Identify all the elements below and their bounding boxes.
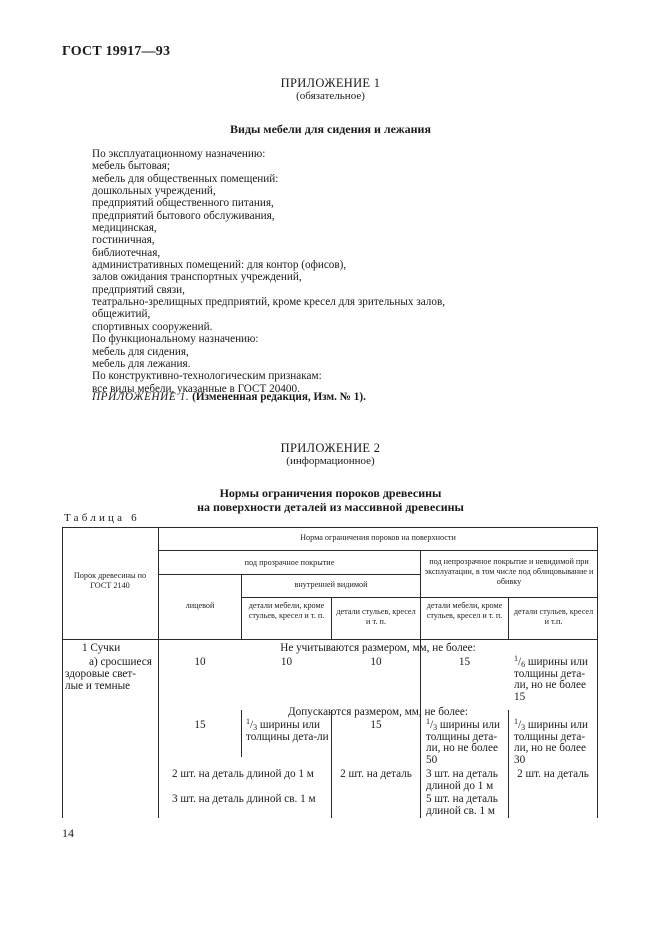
list-item: По функциональному назначению: — [92, 333, 259, 346]
value-face-not-counted: 10 — [194, 656, 206, 668]
value-chair-not-counted: 10 — [370, 656, 382, 668]
header-chair-parts: детали стульев, кресел и т. п. — [336, 607, 416, 626]
list-item: административных помещений: для контор (офисов), — [92, 259, 347, 272]
value-furniture-allowed: $^1$/3 ширины или толщины дета-ли — [246, 717, 329, 743]
value-opaque-chair-not-counted: $^1$/6 ширины или толщины дета-ли, но не более 15 — [514, 654, 588, 703]
header-opaque: под непрозрачное покрытие и невидимой при эксплуатации, в том числе под облицовывание и обивку — [424, 557, 594, 586]
header-norm: Норма ограничения пороков на поверхности — [300, 533, 456, 542]
quantity-opaque-furniture-short: 3 шт. на деталь длиной до 1 м — [426, 768, 498, 792]
list-item: мебель для лежания. — [92, 357, 191, 370]
header-inner-visible: внутренней видимой — [294, 580, 368, 589]
quantity-chair: 2 шт. на деталь — [340, 768, 412, 780]
list-item: мебель для общественных помещений: — [92, 172, 279, 185]
amendment-note-text: (Измененная редакция, Изм. № 1). — [192, 391, 366, 403]
document-code: ГОСТ 19917—93 — [62, 44, 171, 59]
quantity-face-furniture-long: 3 шт. на деталь длиной св. 1 м — [172, 793, 316, 805]
list-item: медицинская, — [92, 222, 157, 235]
value-opaque-chair-allowed: $^1$/3 ширины или толщины дета-ли, но не более 30 — [514, 717, 588, 766]
appendix2-title: ПРИЛОЖЕНИЕ 2 — [280, 441, 381, 455]
quantity-opaque-chair: 2 шт. на деталь — [517, 768, 589, 780]
header-chair-parts-opaque: детали стульев, кресел и т.п. — [513, 607, 594, 626]
appendix2-heading-line2: на поверхности деталей из массивной древесины — [197, 500, 464, 514]
row-knots: 1 Сучки — [82, 642, 121, 654]
list-item: спортивных сооружений. — [92, 320, 213, 333]
appendix1-title: ПРИЛОЖЕНИЕ 1 — [280, 76, 381, 90]
quantity-opaque-furniture-long: 5 шт. на деталь длиной св. 1 м — [426, 793, 498, 817]
value-chair-allowed: 15 — [370, 719, 382, 731]
list-item: По эксплуатационному назначению: — [92, 148, 266, 160]
list-item: предприятий общественного питания, — [92, 197, 274, 210]
amendment-note-label: ПРИЛОЖЕНИЕ 1. — [92, 391, 190, 403]
value-furniture-not-counted: 10 — [280, 656, 293, 668]
page-number: 14 — [62, 826, 74, 840]
value-opaque-furniture-allowed: $^1$/3 ширины или толщины дета-ли, но не более 50 — [426, 717, 500, 766]
list-item: залов ожидания транспортных учреждений, — [92, 271, 302, 284]
list-item: По конструктивно-технологическим признакам: — [92, 370, 322, 383]
list-item: все виды мебели, указанные в ГОСТ 20400. — [92, 382, 300, 395]
not-counted-caption: Не учитываются размером, мм, не более: — [280, 642, 476, 654]
defects-table — [62, 527, 598, 818]
furniture-types-list — [92, 148, 445, 395]
appendix2-subtitle: (информационное) — [286, 455, 375, 467]
list-item: общежитий, — [92, 308, 151, 321]
header-face: лицевой — [185, 601, 215, 610]
appendix1-subtitle: (обязательное) — [296, 90, 365, 102]
list-item: библиотечная, — [92, 246, 161, 259]
row-knots-a-line1: а) сросшиеся — [89, 656, 152, 668]
table-label: Таблица 6 — [64, 512, 140, 524]
list-item: мебель для сидения, — [92, 345, 189, 358]
header-transparent: под прозрачное покрытие — [244, 558, 335, 567]
list-item: предприятий связи, — [92, 283, 185, 296]
row-knots-a-line2: здоровые свет- — [65, 668, 137, 680]
header-furniture-parts: детали мебели, кроме стульев, кресел и т. п. — [248, 601, 325, 620]
header-furniture-parts-opaque: детали мебели, кроме стульев, кресел и т. п. — [426, 601, 503, 620]
allowed-caption: Допускаются размером, мм, не более: — [288, 706, 468, 718]
header-defect: Порок древесины по ГОСТ 2140 — [73, 571, 147, 590]
appendix1-heading: Виды мебели для сидения и лежания — [230, 122, 431, 136]
list-item: гостиничная, — [92, 234, 155, 247]
list-item: предприятий бытового обслуживания, — [92, 209, 275, 222]
appendix2-heading-line1: Нормы ограничения пороков древесины — [219, 486, 442, 500]
list-item: театрально-зрелищных предприятий, кроме кресел для зрительных залов, — [92, 296, 446, 309]
value-face-allowed: 15 — [194, 719, 206, 731]
list-item: мебель бытовая; — [92, 160, 170, 173]
row-knots-a-line3: лые и темные — [65, 680, 131, 692]
quantity-face-furniture-short: 2 шт. на деталь длиной до 1 м — [172, 768, 314, 780]
value-opaque-furniture-not-counted: 15 — [458, 656, 471, 668]
amendment-note — [92, 391, 366, 403]
list-item: дошкольных учреждений, — [92, 185, 216, 198]
